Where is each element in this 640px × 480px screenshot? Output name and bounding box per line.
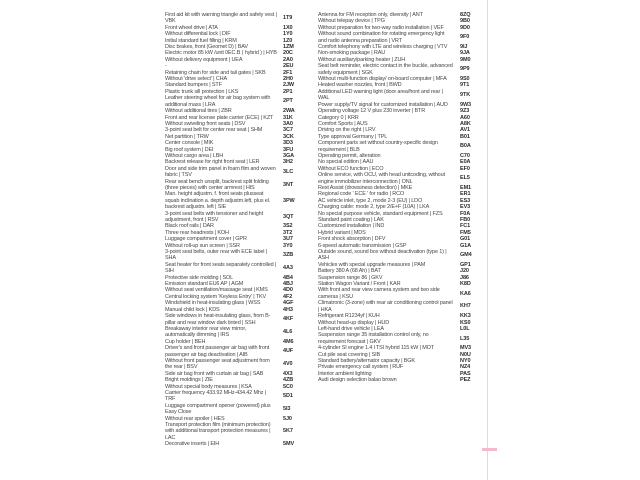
- equipment-description: Battery 380 A (68 Ah) | BAT: [318, 268, 381, 275]
- pr-code: A60: [460, 114, 470, 121]
- equipment-description: Three rear headrests | KOH: [165, 229, 229, 236]
- equipment-description: Audi design selection balao brown: [318, 377, 397, 384]
- equipment-description: Plastic trunk sill protection | LKS: [165, 88, 239, 95]
- equipment-description: Electric motor 85 kW /unit 0EC.B ( hybrid ) | HYB: [165, 50, 277, 57]
- pr-code: 9JA: [460, 50, 470, 57]
- equipment-description: Seat belt reminder, electric contact in the buckle, advanced safety equipment | SGK: [318, 63, 453, 76]
- equipment-row: [165, 390, 296, 403]
- equipment-description: Comfort Sports | AUS: [318, 120, 368, 127]
- equipment-description: AC vehicle inlet, type 2, mode 2-3 (EU) | LDO: [318, 197, 423, 204]
- equipment-description: Comfort telephony with LTE and wireless charging | VTV: [318, 44, 448, 51]
- equipment-description: Station Wagon Variant / Front | KAR: [318, 281, 401, 288]
- equipment-row: [165, 191, 296, 210]
- equipment-row: [318, 332, 487, 345]
- pr-code: KK3: [460, 313, 471, 320]
- equipment-description: 3-point seat belt for center rear seat | SHM: [165, 127, 263, 134]
- equipment-list: [165, 12, 487, 448]
- equipment-description: Without additional tires | ZBR: [165, 108, 232, 115]
- equipment-description: Seat heater for front seats separately controlled | SIH: [165, 261, 277, 275]
- pr-code: 9W3: [460, 101, 472, 108]
- pr-code: J86: [460, 274, 469, 281]
- pr-code: 9IJ: [460, 44, 468, 51]
- pr-code: 2JW: [283, 82, 295, 89]
- equipment-description: Power supply/TV signal for customized installation | AUD: [318, 101, 448, 108]
- equipment-description: Black roof rails | DAR: [165, 223, 214, 230]
- pr-code: 31K: [283, 114, 293, 121]
- equipment-description: Without telepay device | TPG: [318, 18, 385, 25]
- equipment-description: Interior ambient lighting: [318, 370, 372, 377]
- equipment-description: Without roll-up sun screen | SSR: [165, 242, 240, 249]
- equipment-description: Without rear spoiler | HES: [165, 415, 225, 422]
- equipment-description: 4-cylinder SI engine 1.4 l TSI hybrid 115 kW | MOT: [318, 345, 434, 352]
- pr-code: F0A: [460, 210, 471, 217]
- pr-code: FB0: [460, 217, 471, 223]
- equipment-row: [318, 300, 487, 313]
- equipment-description: Center console | MIK: [165, 140, 214, 147]
- equipment-row: [318, 140, 487, 153]
- equipment-description: Suspension range 86 | GKV: [318, 274, 383, 281]
- pr-code: 9T1: [460, 82, 470, 89]
- pr-code: 4L6: [283, 329, 293, 336]
- equipment-description: Without head-up display | HUD: [318, 319, 390, 326]
- equipment-description: Rest Assist (drowsiness detection) | MKE: [318, 184, 413, 191]
- equipment-description: Without sound combination for rotating emergency light and radio antenna preparation | VRT: [318, 31, 445, 44]
- equipment-row: [318, 63, 487, 76]
- pr-code: KA6: [460, 290, 471, 297]
- pr-code: GM4: [460, 252, 472, 259]
- equipment-description: Vehicles with special upgrade measures | PAM: [318, 261, 426, 268]
- pr-code: A8K: [460, 120, 471, 127]
- equipment-description: Climatronic (3-zone) with rear air conditioning control panel | HKA: [318, 300, 453, 313]
- pr-code: 5D1: [283, 393, 293, 400]
- equipment-description: Backrest release for right front seat | LER: [165, 159, 260, 166]
- pr-code: KH7: [460, 303, 471, 310]
- pr-code: 2PT: [283, 98, 293, 105]
- pr-code: NZ4: [460, 364, 471, 371]
- equipment-description: Carrier frequency 433.92 MHz-434.42 Mhz | TRF: [165, 389, 267, 403]
- pr-code: 8ZQ: [460, 12, 471, 18]
- equipment-description: Emission standard EU6 AP | AGM: [165, 281, 244, 288]
- equipment-description: Operating permit, alteration: [318, 152, 381, 159]
- pr-code: EM1: [460, 184, 472, 191]
- pr-code: G1A: [460, 242, 472, 249]
- equipment-row: [165, 166, 296, 179]
- pr-code: 3LC: [283, 168, 294, 175]
- pr-code: 2WA: [283, 108, 295, 115]
- equipment-row: [318, 172, 487, 185]
- equipment-description: With front and rear view camera system and two side cameras | KSU: [318, 287, 440, 300]
- equipment-description: Retaining chain for side and tail gates | SKB: [165, 69, 266, 76]
- pr-code: PAS: [460, 370, 471, 377]
- pr-code: 3Y0: [283, 242, 293, 249]
- pr-code: L35: [460, 335, 470, 342]
- equipment-description: Initial standard fuel filling | KRM: [165, 37, 237, 44]
- equipment-description: Front wheel drive | ATA: [165, 24, 218, 31]
- pr-code: 4H3: [283, 306, 293, 313]
- equipment-column-right: [318, 12, 487, 384]
- pr-code: 3FU: [283, 146, 294, 153]
- pr-code: 3QT: [283, 213, 294, 220]
- pr-code: 4BJ: [283, 281, 293, 288]
- pr-code: L0L: [460, 325, 470, 332]
- pr-code: 9F0: [460, 34, 470, 41]
- pr-code: 3U7: [283, 236, 293, 243]
- pr-code: 4M6: [283, 338, 294, 345]
- pr-code: 4KF: [283, 316, 294, 323]
- equipment-description: Front shock absorption | DFV: [318, 236, 386, 243]
- equipment-description: Rear seat bench unsplit, backrest split folding (three pieces) with center armrest | HIS: [165, 178, 269, 191]
- pr-code: 3C7: [283, 127, 293, 134]
- equipment-description: Private emergency call system | RUF: [318, 364, 404, 371]
- equipment-description: Hybrid variant | MDS: [318, 229, 366, 236]
- pr-code: 3A0: [283, 120, 293, 127]
- equipment-description: No special edition | AAU: [318, 159, 374, 166]
- equipment-description: Left-hand drive vehicle | LEA: [318, 325, 384, 332]
- equipment-description: Man. height adjustm. f. front seats plusseat squab inclination a. depth adjustm.left, plus el. backrest adjustm. left | SIE: [165, 191, 271, 211]
- pr-code: ES3: [460, 197, 471, 204]
- pr-code: 3D3: [283, 140, 293, 147]
- pr-code: 2H0: [283, 76, 293, 83]
- equipment-column-left: [165, 12, 296, 448]
- pr-code: 3CK: [283, 133, 294, 140]
- equipment-row: [165, 95, 296, 108]
- equipment-description: Protective side molding | SOL: [165, 274, 234, 281]
- equipment-description: Without special body measures | KSA: [165, 383, 252, 390]
- pr-code: G01: [460, 236, 471, 243]
- pr-code: K8D: [460, 281, 471, 288]
- pr-code: 20C: [283, 50, 293, 57]
- pr-code: 5K7: [283, 428, 293, 435]
- pr-code: 9M0: [460, 56, 471, 63]
- pr-code: 1Y0: [283, 31, 293, 38]
- equipment-row: [165, 179, 296, 192]
- equipment-description: Suspension range 35 installation control only, no requirement forecast | GKV: [318, 332, 429, 345]
- equipment-row: [318, 31, 487, 44]
- equipment-description: Luggage compartment opener (powered) plus Easy Close: [165, 402, 271, 416]
- equipment-description: Regional code ' ECE ' for radio | RCO: [318, 191, 405, 198]
- equipment-description: Without seat ventilation/massage seat | KMS: [165, 287, 268, 294]
- equipment-description: Without differential lock | DIF: [165, 31, 231, 38]
- equipment-description: Driver's and front passenger air bag with front passenger air bag deactivation | AIB: [165, 345, 270, 358]
- pr-code: 2F1: [283, 69, 293, 76]
- pr-code: EV3: [460, 204, 471, 211]
- pr-code: 4D0: [283, 287, 293, 294]
- equipment-description: Transport protection film (minimum protection) with additional transport protection measures | LAC: [165, 422, 271, 441]
- equipment-description: Central locking system 'Keyless Entry' | TKV: [165, 293, 267, 300]
- equipment-description: Bright moldings | ZIE: [165, 377, 213, 384]
- pr-code: 4GF: [283, 300, 294, 307]
- pr-code: 9TK: [460, 92, 471, 99]
- pr-code: 3S2: [283, 223, 293, 230]
- equipment-row: [165, 249, 296, 262]
- equipment-description: Standard bumpers | STF: [165, 82, 222, 89]
- pr-code: 3H2: [283, 159, 293, 166]
- equipment-description: Antenna for FM reception only, diversity | ANT: [318, 12, 423, 18]
- equipment-row: [165, 422, 296, 441]
- equipment-description: Big roof system | DEI: [165, 146, 214, 153]
- pr-code: 9D0: [460, 24, 470, 31]
- equipment-description: Net partition | TRW: [165, 133, 209, 140]
- equipment-row: [165, 211, 296, 224]
- equipment-description: Component parts set without country-specific design requirement | BLB: [318, 140, 438, 153]
- equipment-description: Additional LED warning light (door area/front and rear | WAL: [318, 88, 443, 102]
- equipment-description: Cup holder | BEH: [165, 338, 206, 345]
- pr-code: 5J0: [283, 415, 292, 422]
- equipment-row: [165, 262, 296, 275]
- equipment-description: Door and side trim panel in foam film and woven fabric | TSV: [165, 165, 276, 179]
- equipment-row: [318, 377, 487, 383]
- pr-code: 4A3: [283, 265, 293, 272]
- equipment-description: Outside sound, sound box without deactivation (type 1) | ASH: [318, 249, 447, 262]
- equipment-description: Windshield in heat-insulating glass | WSS: [165, 300, 261, 307]
- equipment-row: [165, 345, 296, 358]
- pr-code: N0U: [460, 351, 471, 358]
- equipment-description: Without auxiliary/parking heater | ZUH: [318, 56, 406, 63]
- equipment-description: First aid kit with warning triangle and safety vest | VBK: [165, 12, 277, 25]
- equipment-description: Disc brakes, front (Geomet D) | BAV: [165, 44, 248, 51]
- equipment-description: Heated washer nozzles, front | BWD: [318, 82, 402, 89]
- pr-code: EL5: [460, 175, 470, 182]
- pr-code: 1T9: [283, 15, 293, 22]
- pr-code: FM5: [460, 229, 471, 236]
- pane-divider: [487, 0, 488, 480]
- equipment-description: Decorative inserts | EIH: [165, 441, 220, 448]
- equipment-description: Refrigerant R1234yf | KUH: [318, 313, 380, 320]
- pr-code: C70: [460, 152, 470, 159]
- pr-code: 9P9: [460, 66, 470, 73]
- equipment-description: Without cargo area | LBH: [165, 152, 224, 159]
- equipment-description: Operating voltage 12 V plus 230 inverter | BTR: [318, 108, 426, 115]
- equipment-row: [165, 441, 296, 447]
- pr-code: 4X3: [283, 370, 293, 377]
- equipment-description: -: [165, 63, 167, 70]
- equipment-row: [165, 313, 296, 326]
- pr-code: 4ZB: [283, 377, 294, 384]
- pr-code: 5MV: [283, 441, 295, 448]
- selection-mark: [482, 448, 497, 451]
- pr-code: KS0: [460, 319, 471, 326]
- equipment-description: Standard paint coating | LAK: [318, 217, 384, 223]
- pr-code: 2A0: [283, 56, 293, 63]
- equipment-description: Cut pile seat covering | SIB: [318, 351, 381, 358]
- pr-code: B01: [460, 133, 470, 140]
- pr-code: 3NT: [283, 181, 294, 188]
- pr-code: GP1: [460, 261, 471, 268]
- pr-code: PEZ: [460, 377, 471, 384]
- pr-code: B0A: [460, 143, 471, 150]
- pr-code: FC1: [460, 223, 471, 230]
- pr-code: E0A: [460, 159, 471, 166]
- equipment-description: Manual child lock | KDS: [165, 306, 220, 313]
- pr-code: 1Z0: [283, 37, 293, 44]
- pr-code: 1ZM: [283, 44, 294, 51]
- equipment-description: Online service, with OCU, with head unitcoding, without engine immobilizer interconnection | ONL: [318, 172, 445, 185]
- equipment-description: 6-speed automatic transmission | GSP: [318, 242, 407, 249]
- pr-code: J20: [460, 268, 469, 275]
- equipment-description: Without swiveling front seats | DSV: [165, 120, 246, 127]
- pr-code: 1X0: [283, 24, 293, 31]
- pr-code: 4F2: [283, 293, 293, 300]
- equipment-description: Charging cable: mode 2, type 2/E+F (10A) | LKA: [318, 204, 430, 211]
- equipment-description: Without preparation for two-way radio installation | VEF: [318, 24, 444, 31]
- equipment-row: [165, 12, 296, 25]
- equipment-description: Customized installation | IND: [318, 223, 385, 230]
- equipment-description: Breakaway interior rear view mirror, automatically dimming | IRS: [165, 325, 247, 339]
- pr-code: EF0: [460, 165, 470, 172]
- equipment-row: [318, 287, 487, 300]
- equipment-description: Without delivery equipment | UEA: [165, 56, 243, 63]
- pr-code: 9Z3: [460, 108, 470, 115]
- pr-code: 4B4: [283, 274, 293, 281]
- equipment-row: [165, 358, 296, 371]
- equipment-description: Driving on the right | LRV: [318, 127, 376, 134]
- pr-code: 3T2: [283, 229, 293, 236]
- pr-code: 9S0: [460, 76, 470, 83]
- equipment-description: Without 'drive select' | CHA: [165, 76, 227, 83]
- equipment-description: Category 0 | KRR: [318, 114, 359, 121]
- pr-code: 4V0: [283, 361, 293, 368]
- equipment-description: Type approval Germany | TPL: [318, 133, 388, 140]
- equipment-row: [165, 403, 296, 416]
- pr-code: 2EU: [283, 63, 294, 70]
- equipment-row: [318, 249, 487, 262]
- equipment-description: Without multi-function display/ on-board computer | MFA: [318, 76, 447, 83]
- equipment-description: Side air bag front with curtain air bag | SAB: [165, 370, 264, 377]
- pr-code: MV3: [460, 345, 472, 352]
- equipment-description: 3-point seat belts with tensioner and height adjustment, front | RSV: [165, 210, 263, 223]
- pr-code: 5C0: [283, 383, 293, 390]
- pr-code: 2P1: [283, 88, 293, 95]
- equipment-description: No special purpose vehicle, standard equipment | FZS: [318, 210, 443, 217]
- equipment-description: Non-smoking package | RAU: [318, 50, 386, 57]
- pr-code: 5I3: [283, 405, 291, 412]
- equipment-description: Side windows in heat-insulating glass, from B-pillar and rear window dark tinted | SSH: [165, 313, 271, 326]
- equipment-description: 3-point seat belts, outer rear with ECE label | SHA: [165, 249, 267, 262]
- pr-code: 3GA: [283, 152, 295, 159]
- equipment-description: Front and rear license plate carrier (ECE) | KZT: [165, 114, 274, 121]
- equipment-description: Without ECO function | ECO: [318, 165, 384, 172]
- pr-code: 3ZB: [283, 252, 294, 259]
- pr-code: NY0: [460, 357, 471, 364]
- pr-code: 9B0: [460, 18, 470, 25]
- equipment-description: Standard battery/alternator capacity | BGK: [318, 357, 415, 364]
- pr-code: 4UF: [283, 348, 294, 355]
- pr-code: AV1: [460, 127, 470, 134]
- equipment-row: [318, 89, 487, 102]
- equipment-row: [165, 326, 296, 339]
- equipment-description: Luggage compartment cover | GPR: [165, 236, 247, 243]
- pr-code: ER1: [460, 191, 471, 198]
- pr-code: 3PW: [283, 197, 295, 204]
- equipment-description: Leather steering wheel for air bag system with additional mass | LRA: [165, 95, 271, 108]
- equipment-description: Without front passenger seat adjustment from the rear | BSV: [165, 357, 270, 371]
